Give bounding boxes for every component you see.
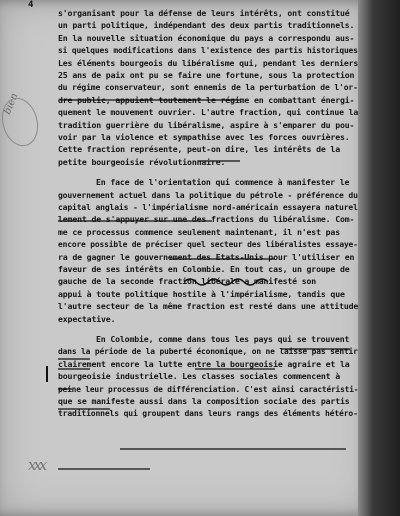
- text-line: Les éléments bourgeois du libéralisme qui, pendant les derniers: [58, 58, 359, 68]
- text-line: capital anglais - l'impérialisme nord-américain essayera naturel: [58, 202, 358, 212]
- text-line: l'autre secteur de la même fraction est resté dans une attitude: [58, 301, 359, 311]
- margin-note: bien: [2, 91, 21, 117]
- text-line: si quelques modifications dans l'existence des partis historiques: [58, 45, 358, 55]
- wavy-underline: [184, 279, 268, 285]
- text-line: s'organisant pour la défense de leurs intérêts, ont constitué: [58, 8, 350, 18]
- text-line: du régime conservateur, sont ennemis de la perturbation de l'or-: [58, 82, 358, 92]
- text-line: gouvernement actuel dans la politique du pétrole - préférence du: [58, 190, 358, 200]
- text-line: faveur de ses intérêts en Colombie. En tout cas, un groupe de: [58, 264, 350, 274]
- text-line: Cette fraction représente, peut-on dire, les intérêts de la: [58, 144, 340, 154]
- text-line: encore possible de préciser quel secteur des libéralistes essaye-: [58, 239, 358, 249]
- text-line: dre public, appuient toutement le régime en combattant énergi-: [58, 95, 355, 105]
- text-line: tradition guerrière du libéralisme, aspire à s'emparer du pou-: [58, 120, 355, 130]
- text-line: me ce processus commence seulement maintenant, il n'est pas: [58, 227, 340, 237]
- text-line: ra de gagner le gouvernement des Etats-Unis pour l'utiliser en: [58, 252, 355, 262]
- text-line: traditionnels qui groupent dans leurs rangs des éléments hétéro-: [58, 408, 358, 418]
- text-line: gauche de la seconde fraction libérale a manifesté son: [58, 276, 317, 286]
- text-line: expectative.: [58, 314, 116, 324]
- text-line: clairement encore la lutte entre la bourgeoisie agraire et la: [58, 359, 350, 369]
- text-line: 25 ans de paix ont pu se faire une fortune, sous la protection: [58, 70, 355, 80]
- text-line: peine leur processus de différenciation. C'est ainsi caractéristi-: [58, 384, 359, 394]
- text-line: quement le mouvement ouvrier. L'autre fraction, qui continue la: [58, 107, 359, 117]
- text-line: que se manifeste aussi dans la composition sociale des partis: [58, 396, 350, 406]
- text-line: appui à toute politique hostile à l'impérialisme, tandis que: [58, 289, 345, 299]
- text-line: En face de l'orientation qui commence à manifester le: [96, 177, 350, 187]
- text-line: petite bourgeoisie révolutionnaire.: [58, 157, 226, 167]
- text-line: dans la période de la puberté économique, on ne laisse pas sentir: [58, 346, 358, 356]
- text-line: bourgeoisie industrielle. Les classes sociales commencent à: [58, 371, 340, 381]
- text-line: voir par la violence et sympathise avec les forces ouvrières.: [58, 132, 350, 142]
- text-line: lement de s'appuyer sur une des fractions du libéralisme. Com-: [58, 214, 355, 224]
- text-line: un parti politique, indépendant des deux partis traditionnels.: [58, 20, 355, 30]
- page-number: 4: [28, 0, 34, 10]
- margin-circle: [0, 91, 43, 149]
- text-line: En la nouvelle situation économique du pays a correspondu aus-: [58, 33, 355, 43]
- margin-cross-marks: xxx: [28, 456, 45, 474]
- text-line: En Colombie, comme dans tous les pays qui se trouvent: [96, 334, 350, 344]
